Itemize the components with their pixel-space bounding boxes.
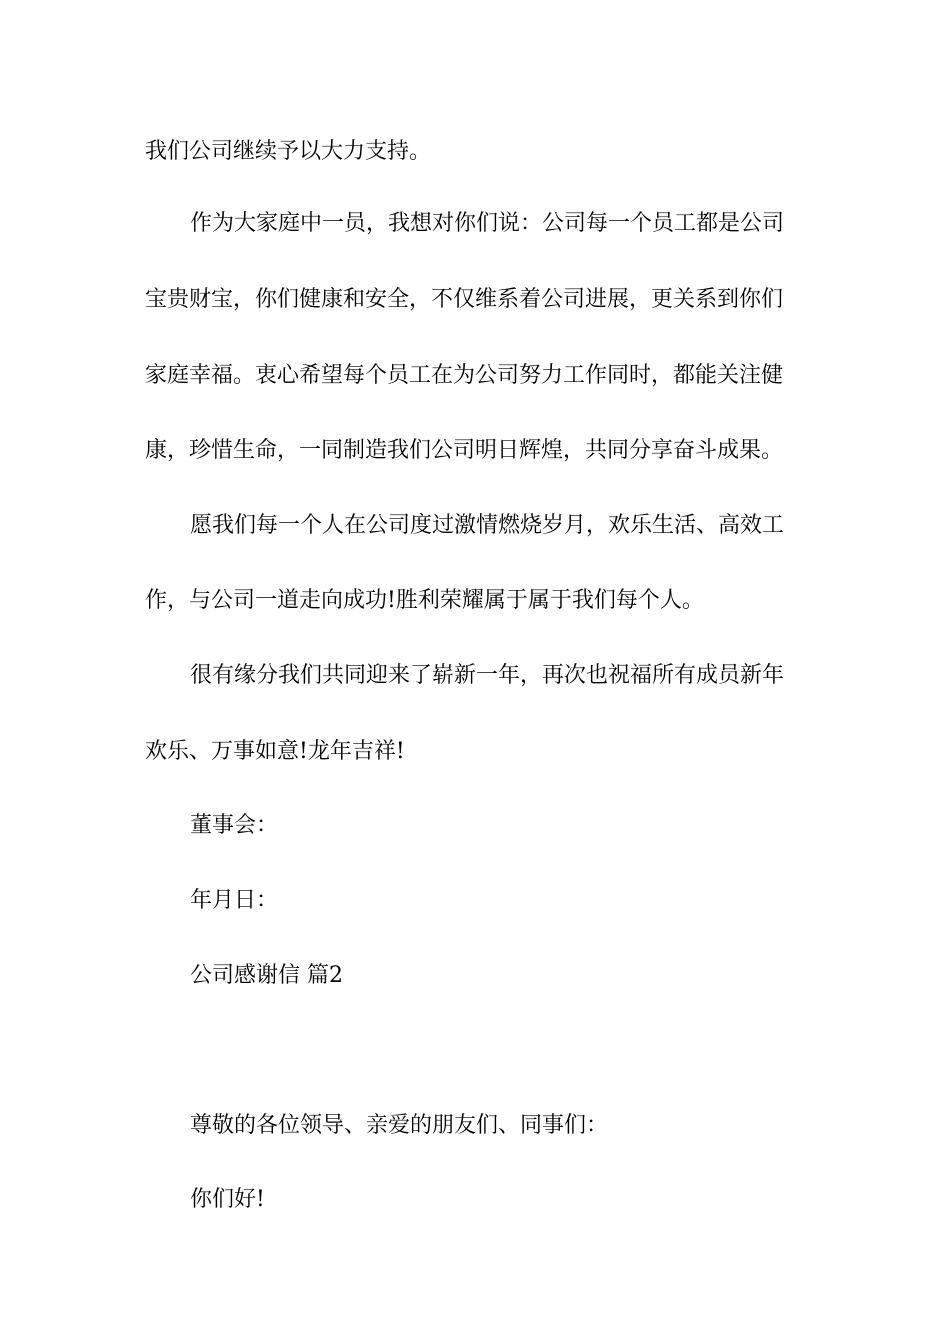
- signature-board: 董事会：: [190, 813, 279, 838]
- paragraph-line: 宝贵财宝，你们健康和安全，不仅维系着公司进展，更关系到你们: [145, 287, 784, 312]
- signature-date: 年月日：: [190, 888, 279, 913]
- paragraph-line-start: 很有缘分我们共同迎来了崭新一年，再次也祝福所有成员新年: [190, 663, 785, 688]
- paragraph-line-start: 作为大家庭中一员，我想对你们说：公司每一个员工都是公司: [190, 211, 785, 236]
- salutation: 尊敬的各位领导、亲爱的朋友们、同事们：: [190, 1113, 609, 1138]
- paragraph-line: 家庭幸福。衷心希望每个员工在为公司努力工作同时，都能关注健: [145, 363, 784, 388]
- paragraph-line-start: 愿我们每一个人在公司度过激情燃烧岁月，欢乐生活、高效工: [190, 513, 785, 538]
- paragraph-line: 作，与公司一道走向成功!胜利荣耀属于属于我们每个人。: [145, 588, 704, 613]
- greeting: 你们好!: [190, 1187, 265, 1212]
- paragraph-line-continuation: 我们公司继续予以大力支持。: [145, 139, 432, 164]
- section-heading: 公司感谢信 篇2: [190, 963, 343, 988]
- paragraph-line: 康，珍惜生命，一同制造我们公司明日辉煌，共同分享奋斗成果。: [145, 438, 784, 463]
- paragraph-line: 欢乐、万事如意!龙年吉祥!: [145, 739, 405, 764]
